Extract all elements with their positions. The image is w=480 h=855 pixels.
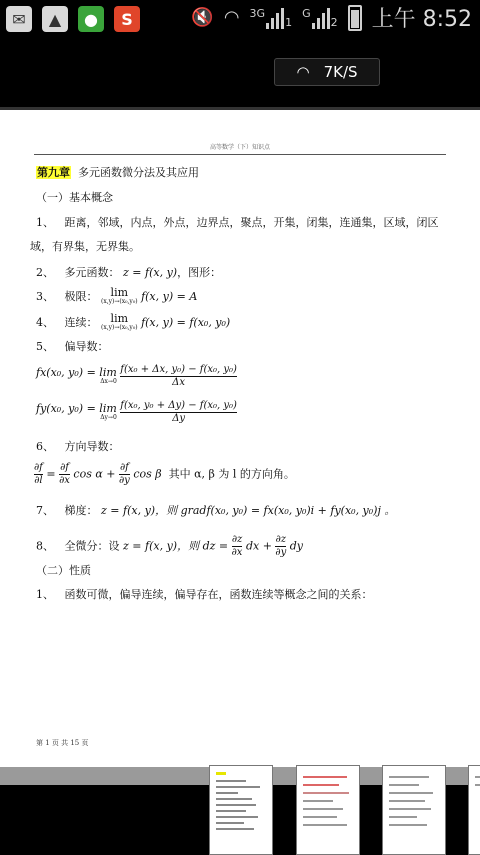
directional-derivative-formula: $\frac{\partial f}{\partial l}$ = $\frac{\partial f}{\partial x}$ cos α + $\frac{\partial f}{\partial y}$ cos β 其中 α, β 为 l 的方向角。 (34, 462, 295, 486)
partial-x-formula: fx(x₀, y₀) = lim Δx→0 $\frac{\text{f(x₀ + Δx, y₀) − f(x₀, y₀)}}{\Delta x}$ (36, 364, 237, 388)
sim1-signal: 3G 1 (249, 6, 293, 29)
item-3: 3、 极限： lim (x,y)→(x₀,y₀) f(x, y) = A (36, 286, 198, 305)
item-5: 5、 偏导数： (36, 340, 109, 353)
image-icon[interactable]: ▲ (42, 6, 68, 32)
thumbnail-page-1[interactable] (209, 765, 273, 855)
wifi-icon: ◠ (296, 63, 310, 81)
system-indicators (191, 2, 472, 33)
page-footer: 第 1 页 共 15 页 (36, 739, 89, 747)
page-header: 高等数学（下）知识点 (209, 144, 270, 151)
sim2-signal: G 2 (302, 6, 338, 29)
sogou-icon[interactable]: S (114, 6, 140, 32)
chapter-heading (36, 166, 199, 180)
item-6: 6、 方向导数： (36, 440, 120, 453)
wechat-icon[interactable]: ● (78, 6, 104, 32)
page-thumbnails (0, 785, 480, 854)
item-2: 2、 多元函数： z = f(x, y)，图形： (36, 266, 222, 279)
section-basic: （一）基本概念 (36, 191, 113, 204)
notification-icons (6, 6, 140, 32)
chapter-title: 多元函数微分法及其应用 (78, 166, 199, 179)
clock: 上午 8:52 (371, 7, 472, 32)
chapter-label: 第九章 (37, 166, 70, 179)
net-speed: 7K/S (323, 63, 358, 81)
item-4: 4、 连续： lim (x,y)→(x₀,y₀) f(x, y) = f(x₀, y₀) (36, 312, 231, 331)
property-1: 1、 函数可微，偏导连续，偏导存在，函数连续等概念之间的关系： (36, 588, 373, 601)
status-bar (0, 0, 480, 38)
thumbnail-page-3[interactable] (382, 765, 446, 855)
header-rule (34, 154, 446, 155)
chat-icon[interactable]: ✉ (6, 6, 32, 32)
wifi-icon: ◠ (223, 7, 240, 28)
mute-icon: 🔇 (191, 7, 214, 28)
thumbnail-page-2[interactable] (296, 765, 360, 855)
network-speed-overlay (274, 58, 380, 86)
battery-icon (348, 5, 362, 31)
partial-y-formula: fy(x₀, y₀) = lim Δy→0 $\frac{\text{f(x₀, y₀ + Δy) − f(x₀, y₀)}}{\Delta y}$ (36, 400, 237, 424)
item-1: 1、 距离，邻域，内点，外点，边界点，聚点，开集，闭集，连通集，区域，闭区 (36, 216, 439, 229)
item-7: 7、 梯度： z = f(x, y)，则 gradf(x₀, y₀) = fx(x₀, y₀)i + fy(x₀, y₀)j 。 (36, 504, 396, 517)
item-1-cont: 域，有界集，无界集。 (30, 240, 140, 253)
thumbnail-page-4[interactable] (468, 765, 480, 855)
document-page[interactable] (0, 107, 480, 770)
section-properties: （二）性质 (36, 564, 91, 577)
item-8: 8、 全微分：设 z = f(x, y)，则 dz = $\frac{\partial z}{\partial x}$ dx + $\frac{\partial z}{\partial y}$ dy (36, 534, 304, 558)
